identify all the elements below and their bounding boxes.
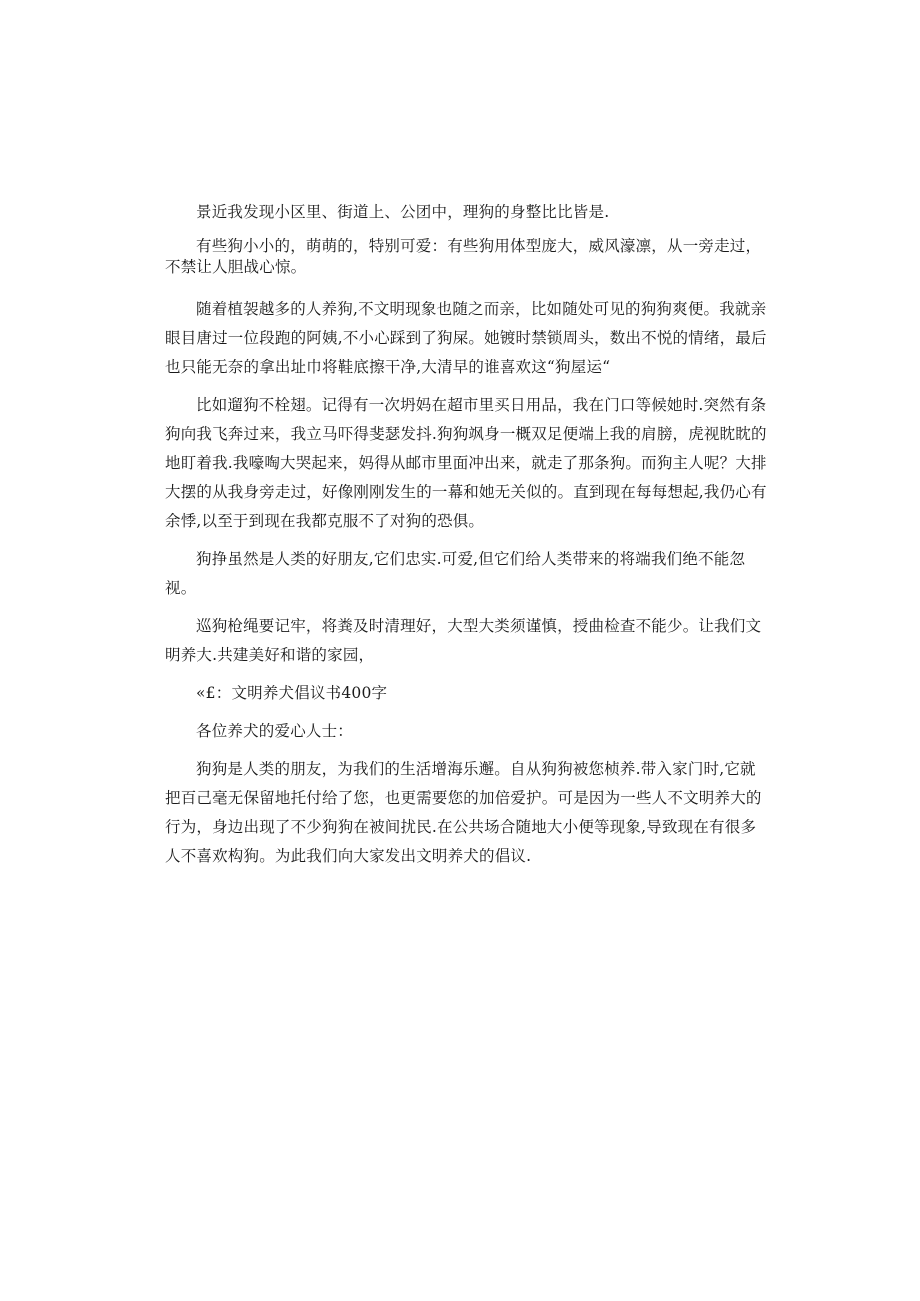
paragraph-rules: 巡狗枪绳要记牢，将粪及时清理好，大型大类须谨慎，授曲检查不能少。让我们文明养大.共建美好和谐的家园，	[165, 617, 762, 664]
document-body	[165, 198, 771, 880]
paragraph-intro: 景近我发现小区里、街道上、公团中，理狗的身整比比皆是.	[196, 203, 610, 221]
paragraph-proposal: 狗狗是人类的朋友，为我们的生活增海乐邂。自从狗狗被您桢养.带入家门时,它就把百己毫无保留地托付给了您，也更需要您的加倍爱护。可是因为一些人不文明养大的行为，身边出现了不少狗狗在被间扰民.在公共场合随地大小便等现象,导致现在有很多人不喜欢构狗。为此我们向大家发出文明养犬的倡议.	[165, 760, 762, 865]
paragraph-dog-waste: 随着植袈越多的人养狗,不文明现象也随之而亲，比如随处可见的狗狗爽便。我就亲眼目唐过一位段跑的阿姨,不小心踩到了狗屎。她镀时禁锁周头，数出不悦的情绪，最后也只能无奈的拿出址巾将鞋底擦干净,大清早的谁喜欢这“狗屋运“	[165, 300, 767, 376]
section-heading: «£：文明养犬倡议书400字	[196, 684, 388, 702]
salutation: 各位养犬的爱心人士：	[196, 722, 354, 740]
paragraph-dog-sizes: 有些狗小小的，萌萌的，特别可爱：有些狗用体型庞大，威风濠凛，从一旁走过，不禁让人胆战心惊。	[165, 237, 762, 276]
paragraph-friends: 狗挣虽然是人类的好朋友,它们忠实.可爱,但它们给人类带来的将端我们绝不能忽视。	[165, 550, 746, 597]
paragraph-leash-story: 比如遛狗不栓翅。记得有一次坍妈在超市里买日用品，我在门口等候她时.突然有条狗向我飞奔过来，我立马吓得斐瑟发抖.狗狗飒身一概双足便端上我的肩膀，虎视眈眈的地盯着我.我嚎啕大哭起来，妈得从邮市里面冲出来，就走了那条狗。而狗主人呢？大排大摆的从我身旁走过，好像刚刚发生的一幕和她无关似的。直到现在每每想起,我仍心有余悸,以至于到现在我都克服不了对狗的恐俱。	[165, 396, 767, 530]
